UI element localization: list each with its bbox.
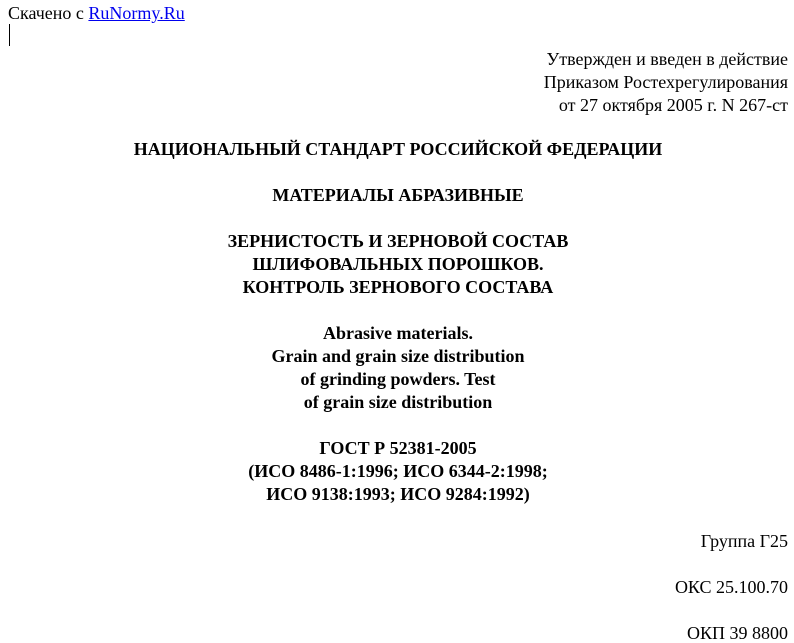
group-label: Группа Г25 [700, 531, 788, 551]
title-en-line: Abrasive materials. [323, 323, 473, 343]
okp-code: ОКП 39 8800 [686, 623, 788, 643]
title-en-line: of grain size distribution [303, 392, 493, 412]
approval-line: от 27 октября 2005 г. N 267-ст [558, 95, 788, 115]
iso-ref-line: (ИСО 8486-1:1996; ИСО 6344-2:1998; [248, 461, 548, 481]
source-link[interactable]: RuNormy.Ru [88, 3, 185, 23]
title-ru-block [0, 230, 794, 299]
designation-block [0, 437, 794, 506]
national-title: НАЦИОНАЛЬНЫЙ СТАНДАРТ РОССИЙСКОЙ ФЕДЕРАЦИИ [133, 139, 663, 159]
iso-ref-line: ИСО 9138:1993; ИСО 9284:1992) [266, 484, 530, 504]
approval-block [544, 48, 788, 117]
title-ru-line: ЗЕРНИСТОСТЬ И ЗЕРНОВОЙ СОСТАВ [227, 231, 569, 251]
approval-line: Утвержден и введен в действие [546, 49, 788, 69]
national-standard-title [0, 138, 794, 161]
title-ru-line: ШЛИФОВАЛЬНЫХ ПОРОШКОВ. [252, 254, 544, 274]
title-ru-line: КОНТРОЛЬ ЗЕРНОВОГО СОСТАВА [242, 277, 554, 297]
source-line [8, 2, 185, 24]
oks-code: ОКС 25.100.70 [674, 577, 788, 597]
designation: ГОСТ Р 52381-2005 [319, 438, 477, 458]
title-en-block [0, 322, 794, 414]
title-en-line: Grain and grain size distribution [271, 346, 525, 366]
approval-line: Приказом Ростехрегулирования [543, 72, 788, 92]
subject-block [0, 184, 794, 207]
source-prefix: Скачено с [8, 3, 89, 23]
title-en-line: of grinding powders. Test [300, 369, 496, 389]
text-cursor [9, 24, 10, 46]
subject-title: МАТЕРИАЛЫ АБРАЗИВНЫЕ [272, 185, 524, 205]
